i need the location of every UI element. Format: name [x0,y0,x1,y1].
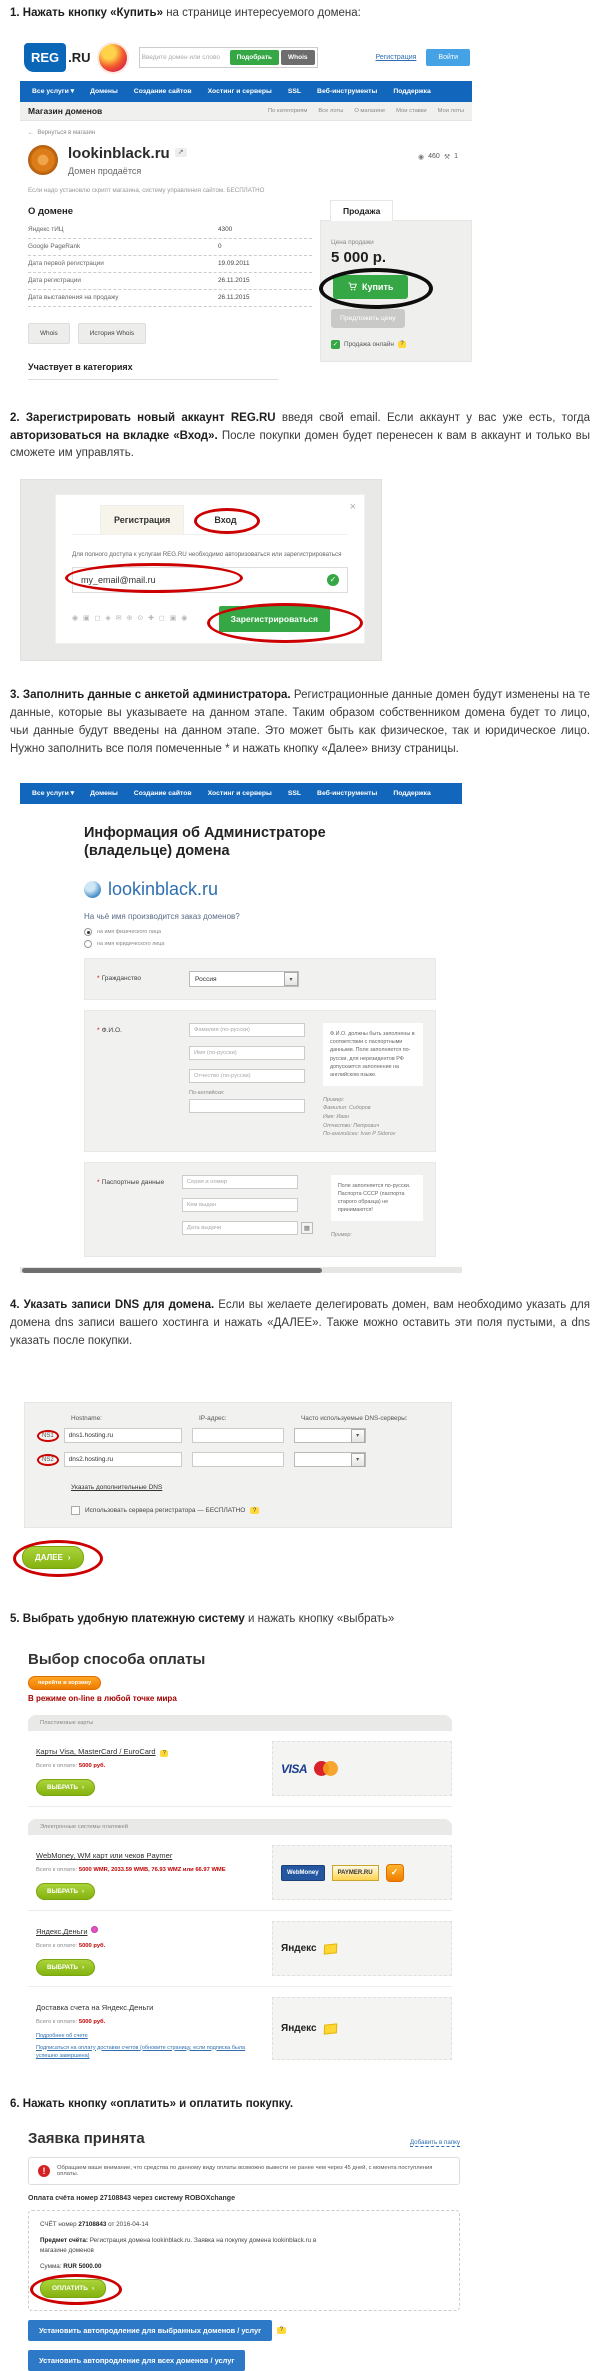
shop-title: Магазин доменов [28,105,103,116]
english-label: По-английски: [189,1090,225,1097]
payment-subtitle: В режиме on-line в любой точке мира [28,1694,177,1704]
invoice-number-prefix: СЧЁТ номер [40,2220,79,2228]
passport-date-row [182,1221,313,1244]
table-row [28,290,312,307]
example-line: Имя: Иван [323,1114,349,1121]
select-label: ВЫБРАТЬ [47,1888,78,1896]
pay-button-label: ОПЛАТИТЬ [52,2284,88,2292]
domain-info-column [20,200,312,380]
radio-company-row[interactable] [84,940,462,948]
nav-ssl[interactable]: SSL [287,87,302,95]
help-icon[interactable]: ? [277,2327,285,2334]
radio-person-row[interactable] [84,928,462,936]
sale-column [320,200,472,380]
chevron-down-icon[interactable]: ▾ [284,972,298,986]
amount-label: Всего к оплате: [36,1867,78,1874]
order-name-question: На чьё имя производится заказ доменов? [84,912,240,922]
step5-rest: и нажать кнопку «выбрать» [244,1613,395,1626]
payment-row-info [36,1921,258,1976]
payment-logos-box [272,1845,452,1900]
anniversary-badge-icon [99,44,127,72]
warning-box [28,2157,460,2185]
domain-stats [418,153,458,161]
shop-tab-about[interactable]: О магазине [354,107,386,114]
valid-check-icon: ✓ [327,574,339,586]
citizenship-label-text: Гражданство [101,975,142,983]
offer-price-label: Предложить цену [340,314,396,322]
invoice-subject: Регистрация домена lookinblack.ru. Заявка на покупку домена lookinblack.ru в магазине доменов [40,2237,317,2254]
step3-rest: Регистрационные данные домен будут изменены на те данные, которые вы указываете на данном этапе. Таким образом собственником домена будет то лицо, чьи данные будут введены на данном этапе. Это может быть как физическое, так и юридическое лицо. Нужно заполнить все поля помеченные * и нажать кнопку «Далее» внизу страницы. [10,689,591,755]
domain-search [139,47,318,68]
autorenew-selected-row [28,2320,590,2341]
select-label: ВЫБРАТЬ [47,1964,78,1972]
regru-logo[interactable]: REG [24,43,66,72]
email-field-row [72,567,348,593]
invoice-sum-label: Сумма: [40,2263,64,2271]
fio-label [97,1023,189,1139]
external-link-icon[interactable]: ↗ [175,148,187,157]
table-row [28,256,312,273]
passport-label [97,1175,182,1244]
close-icon[interactable]: × [349,501,356,514]
ns2-hostname-input[interactable] [64,1452,182,1467]
back-arrow-icon: ← [28,129,34,136]
example-line: Фамилия: Сидоров [323,1105,371,1112]
dns-panel [24,1402,452,1528]
tab-login[interactable] [210,506,240,534]
row-value: 19.09.2011 [218,260,250,268]
admin-domain-name: lookinblack.ru [108,879,219,900]
screenshot-admin-form [20,773,462,1274]
group-emoney: Электронные системы платежей [28,1819,452,1835]
regru-logo-ru: .RU [68,50,91,66]
autorenew-selected-button[interactable]: Установить автопродление для выбранных доменов / услуг [28,2320,272,2341]
ns2-label-circled: NS2 [37,1454,59,1466]
payment-row-info [36,1997,258,2060]
auth-area [375,49,472,66]
online-sale-row [331,340,461,349]
row-value: 26.11.2015 [218,294,250,302]
ns2-common-select[interactable] [294,1452,366,1467]
fio-fields [189,1023,305,1139]
go-to-cart-button[interactable]: перейти в корзину [28,1676,101,1690]
invoice-number-line [40,2220,448,2229]
radio-company-label: на имя юридического лица [97,941,165,948]
english-name-field[interactable] [189,1099,305,1113]
help-icon[interactable]: ? [398,341,406,348]
nav-all-services[interactable]: Все услуги ▾ [32,88,75,96]
screenshot-order-accepted [28,2130,590,2371]
registrar-dns-checkbox-row[interactable] [71,1506,441,1515]
regru-header [20,35,472,81]
cart-icon [348,282,357,291]
radio-person-label: на имя физического лица [97,929,162,936]
about-domain-title: О домене [28,205,74,217]
invoice-sum: RUR 5000.00 [63,2263,102,2271]
invoice-box [28,2210,460,2311]
ns1-ip-input[interactable] [192,1428,284,1443]
categories-title: Участвует в категориях [28,362,278,380]
step4-bold: 4. Указать записи DNS для домена. [10,1299,215,1312]
shop-tab-my-lots[interactable]: Мои лоты [437,107,464,114]
step5-bold: 5. Выбрать удобную платежную систему [10,1613,245,1626]
payment-row-info [36,1845,258,1900]
yandex-money-badge-icon [323,2023,336,2034]
whois-card-button[interactable]: Whois [28,323,70,344]
step2-text [10,410,590,463]
amount-line [36,2019,258,2025]
nav-web-tools[interactable]: Веб-инструменты [317,789,378,797]
screenshot-auth-modal [20,479,382,661]
table-row [28,239,312,256]
nav-all-services[interactable]: Все услуги ▾ [32,790,75,797]
table-row [28,222,312,239]
step3-text [10,687,590,758]
select-label: ВЫБРАТЬ [47,1784,78,1792]
payment-method-link[interactable]: Карты Visa, MasterCard / EuroCard [36,1747,156,1757]
whois-history-button[interactable]: История Whois [78,323,146,344]
shop-tabs [268,108,464,114]
yandex-money-icon [91,1926,98,1933]
nav-site-builder[interactable]: Создание сайтов [133,87,192,95]
arrow-icon: › [81,1964,85,1972]
required-star: * [97,975,100,983]
add-to-folder-link[interactable]: Добавить в папку [409,2138,460,2146]
domain-status: Домен продаётся [68,165,142,176]
autorenew-all-row [28,2350,590,2371]
tab-registration[interactable]: Регистрация [100,505,184,534]
amount-label: Всего к оплате: [36,2019,78,2026]
nav-support[interactable]: Поддержка [393,87,431,95]
main-nav [20,81,472,102]
invoice-subscribe-link[interactable]: Подписаться на оплату доставки счетов (обновите страницу, если подписка была успешно завершена) [36,2044,246,2059]
row-label: Яндекс тИЦ [28,226,64,234]
nav-ssl[interactable]: SSL [287,789,302,797]
invoice-subject-line [40,2236,340,2255]
invoice-heading: Оплата счёта номер 27108843 через систему ROBOXchange [28,2194,235,2202]
middlename-field[interactable] [189,1069,305,1083]
select-button[interactable] [36,1959,95,1976]
pick-domain-button[interactable]: Подобрать [230,50,279,65]
amount-label: Всего к оплате: [36,1763,78,1770]
select-button[interactable] [36,1883,95,1900]
auth-modal [55,494,365,644]
arrow-icon: › [91,2284,95,2292]
payment-logos-box [272,1921,452,1976]
yandex-logo: Яндекс [281,2023,317,2035]
amount-value: 5000 руб. [78,2019,106,2026]
invoice-date: от 2016-04-14 [106,2220,149,2228]
email-field[interactable] [81,575,301,585]
required-star: * [97,1179,100,1187]
firstname-field[interactable] [189,1046,305,1060]
invoice-number: 27108843 [78,2220,107,2228]
shop-tab-all-lots[interactable]: Все лоты [318,107,344,114]
ns2-ip-input[interactable] [192,1452,284,1467]
step6-text [10,2096,590,2114]
domain-globe-icon [28,145,58,175]
shop-bar [20,102,472,121]
nav-domains[interactable]: Домены [90,789,118,797]
chevron-down-icon[interactable]: ▾ [351,1453,365,1467]
row-value: 4300 [218,226,233,234]
back-to-shop-label: Вернуться в магазин [37,129,96,136]
nav-site-builder[interactable]: Создание сайтов [133,789,192,797]
domain-name: lookinblack.ru [68,144,170,162]
back-to-shop-link[interactable] [28,130,472,136]
invoice-subject-label: Предмет счёта: [40,2237,90,2245]
step2-bold1: 2. Зарегистрировать новый аккаунт REG.RU [10,411,276,424]
fio-help-column [323,1023,423,1139]
payment-row-webmoney [28,1835,452,1911]
online-sale-label: Продажа онлайн [344,340,394,348]
order-header [28,2130,460,2147]
passport-series-field[interactable] [182,1175,298,1189]
shop-tab-categories[interactable]: По категориям [267,107,308,114]
fio-example [323,1096,423,1139]
domain-search-input[interactable] [142,54,230,61]
passport-label-text: Паспортные данные [101,1179,165,1187]
ns1-label-circled: NS1 [37,1430,59,1442]
autorenew-all-button[interactable]: Установить автопродление для всех доменов / услуг [28,2350,245,2371]
step5-text [10,1611,590,1629]
nav-domains[interactable]: Домены [90,87,118,95]
nav-web-tools[interactable]: Веб-инструменты [317,87,378,95]
table-row [28,273,312,290]
payment-logos-box [272,1997,452,2060]
hostname-column-label: Hostname: [71,1415,102,1423]
required-star: * [97,1027,100,1035]
bids-count: 1 [454,153,458,161]
amount-value: 5000 руб. [78,1943,106,1950]
step1-bold: 1. Нажать кнопку «Купить» [10,7,164,19]
screenshot-regru-domain-page [20,35,472,380]
register-button[interactable]: Зарегистрироваться [219,606,330,632]
main-nav [20,783,462,804]
buy-button-label: Купить [362,281,394,292]
step4-text [10,1297,590,1350]
example-label: Пример: [330,1232,352,1239]
ns1-common-select[interactable] [294,1428,366,1443]
arrow-icon: › [81,1784,85,1792]
pay-button-area [40,2279,106,2298]
amount-value: 5000 руб. [78,1763,106,1770]
payment-row-yandex-money [28,1911,452,1987]
domain-columns [20,200,472,380]
tab-login-label: Вход [214,515,237,526]
domain-title-block [68,145,187,176]
sale-price: 5 000 р. [331,248,387,266]
nav-hosting[interactable]: Хостинг и серверы [207,87,272,95]
admin-form-body [20,804,462,1258]
step1-rest: на странице интересуемого домена: [163,7,361,19]
check-icon: ✓ [332,341,339,349]
row-value: 0 [218,243,222,251]
pay-button[interactable] [40,2279,106,2298]
auth-tabs [72,495,348,535]
amount-label: Всего к оплате: [36,1943,78,1950]
step2-text2: После покупки домен будет перенесен к вам в аккаунт и только вы сможете им управлять. [10,429,590,460]
passport-help-text: Поле заполняется по-русски. Паспорта СССР (паспорта старого образца) не принимаются! [331,1175,423,1221]
login-button[interactable]: Войти [426,49,470,66]
example-line: По-английски: Ivan P Sidorov [323,1131,396,1138]
payment-row-cards [28,1731,452,1807]
row-label: Дата выставления на продажу [28,294,119,302]
step1-text [10,0,590,23]
payment-row-yandex-invoice [28,1987,452,2070]
nav-hosting[interactable]: Хостинг и серверы [207,789,272,797]
whois-buttons [28,323,312,344]
offer-price-button[interactable] [331,309,405,328]
next-button-area [22,1546,84,1569]
citizenship-panel [84,958,436,1000]
amount-line [36,1943,258,1949]
paymer-logo: PAYMER.RU [332,1865,379,1881]
step2-bold2: авторизоваться на вкладке «Вход». [10,429,218,442]
fio-label-text: Ф.И.О. [101,1027,122,1035]
ip-column-label: IP-адрес: [199,1415,227,1423]
screenshot-payment-selection [28,1651,590,2070]
bids-icon: ⚒ [443,153,451,161]
step2-text1: введя свой email. Если аккаунт у вас уже есть, тогда [275,411,590,424]
help-icon[interactable]: ? [250,1507,258,1514]
registrar-dns-label: Использовать сервера регистратора — БЕСПЛАТНО [85,1507,246,1515]
row-label: Дата регистрации [28,277,81,285]
row-label: Google PageRank [28,243,81,251]
registration-link[interactable]: Регистрация [375,54,417,62]
buy-button[interactable] [333,275,408,299]
payment-title: Выбор способа оплаты [28,1651,206,1669]
globe-icon [84,881,101,898]
buy-button-area [333,275,408,299]
citizenship-select[interactable] [189,971,299,987]
orange-check-badge-icon: ✓ [386,1864,404,1882]
payment-logos-box [272,1741,452,1796]
yandex-logo: Яндекс [281,1943,317,1955]
shop-tab-my-bids[interactable]: Мои ставки [396,107,427,114]
whois-button[interactable]: Whois [281,50,315,65]
scrollbar-thumb[interactable] [22,1268,322,1273]
visa-logo: VISA [281,1761,308,1776]
register-button-area [219,609,330,627]
passport-example [331,1231,423,1240]
ns2-row [37,1452,441,1467]
help-icon[interactable]: ? [160,1750,168,1757]
group-plastic-cards: Пластиковые карты [28,1715,452,1731]
seller-promo-text: Если надо установлю скрипт магазина, систему управления сайтом. БЕСПЛАТНО [28,186,265,194]
auth-note: Для полного доступа к услугам REG.RU необходимо авторизоваться или зарегистрироваться [72,551,342,559]
ns1-row [37,1428,441,1443]
payment-method-link[interactable]: Яндекс.Деньги [36,1927,88,1937]
nav-support[interactable]: Поддержка [393,789,431,797]
amount-line [36,1867,258,1873]
citizenship-label [97,971,189,987]
example-line: Отчество: Петрович [323,1122,380,1129]
mastercard-logo-icon [314,1761,340,1777]
arrow-icon: › [67,1553,71,1563]
chevron-down-icon[interactable]: ▾ [351,1429,365,1443]
screenshot-dns-form [20,1402,600,1569]
step3-bold: 3. Заполнить данные с анкетой администратора. [10,689,291,702]
citizenship-value: Россия [195,975,217,983]
invoice-sum-line [40,2262,448,2271]
yandex-money-badge-icon [323,1943,336,1954]
calendar-icon[interactable]: ▦ [301,1222,313,1234]
common-dns-column-label: Часто используемые DNS-серверы: [301,1415,408,1423]
next-button-label: ДАЛЕЕ [35,1553,63,1563]
example-label: Пример: [323,1096,345,1103]
passport-issued-field[interactable] [182,1198,298,1212]
sale-tab[interactable]: Продажа [330,200,393,221]
price-label: Цена продажи [331,238,374,246]
row-label: Дата первой регистрации [28,260,104,268]
lastname-field[interactable] [189,1023,305,1037]
admin-form-title: Информация об Администраторе (владельце) домена [84,824,326,860]
domain-header [28,145,472,176]
radio-unselected-icon[interactable] [84,940,92,948]
admin-domain-row [84,879,462,900]
passport-date-field[interactable] [182,1221,298,1235]
views-count: 460 [428,153,440,161]
next-button[interactable] [22,1546,84,1569]
dns-column-headers [37,1415,441,1422]
passport-panel [84,1162,436,1257]
social-login-icons[interactable]: ◉ ▣ ◻ ◈ ✉ ⊕ ⊙ ✚ ◻ ▣ ◉ [72,615,189,623]
more-dns-link[interactable]: Указать дополнительные DNS [71,1484,163,1492]
passport-fields [182,1175,313,1244]
amount-line [36,1763,258,1769]
step4-rest: Если вы желаете делегировать домен, вам необходимо указать для домена dns записи вашего хостинга и нажать «ДАЛЕЕ». Также можно оставить эти поля пустыми, а dns указать после покупки. [10,1299,590,1347]
row-value: 26.11.2015 [218,277,250,285]
webmoney-logo: WebMoney [281,1865,325,1881]
sale-panel [320,220,472,362]
select-button[interactable] [36,1779,95,1796]
amount-value: 5000 WMR, 2033.59 WMB, 76.93 WMZ или 66.97 WME [78,1867,226,1874]
arrow-icon: › [81,1888,85,1896]
views-icon: ◉ [418,153,425,161]
passport-help-column [331,1175,423,1244]
horizontal-scrollbar[interactable] [20,1267,462,1273]
fio-panel [84,1010,436,1152]
checkbox-icon[interactable] [71,1506,80,1515]
order-title: Заявка принята [28,2129,145,2147]
invoice-details-link[interactable]: Подробнее об счете [36,2033,88,2040]
payment-method-link[interactable]: WebMoney, WM карт или чеков Paymer [36,1851,173,1861]
step6-bold: 6. Нажать кнопку «оплатить» и оплатить покупку. [10,2098,294,2111]
fio-help-text: Ф.И.О. должны быть заполнены в соответствии с паспортными данными. Поле заполняется по-русски, для нерезидентов РФ допускается заполнение на английском языке. [323,1023,423,1086]
payment-row-info [36,1741,258,1796]
ns1-hostname-input[interactable] [64,1428,182,1443]
radio-selected-icon[interactable] [84,928,92,936]
warning-icon: ! [38,2165,50,2177]
auth-bottom-row [72,609,348,627]
warning-text: Обращаем ваше внимание, что средства по данному виду оплаты возможно вывести не ранее чем через 45 дней, с момента поступления оплаты. [57,2164,433,2177]
payment-method-title: Доставка счета на Яндекс.Деньги [36,2003,154,2013]
